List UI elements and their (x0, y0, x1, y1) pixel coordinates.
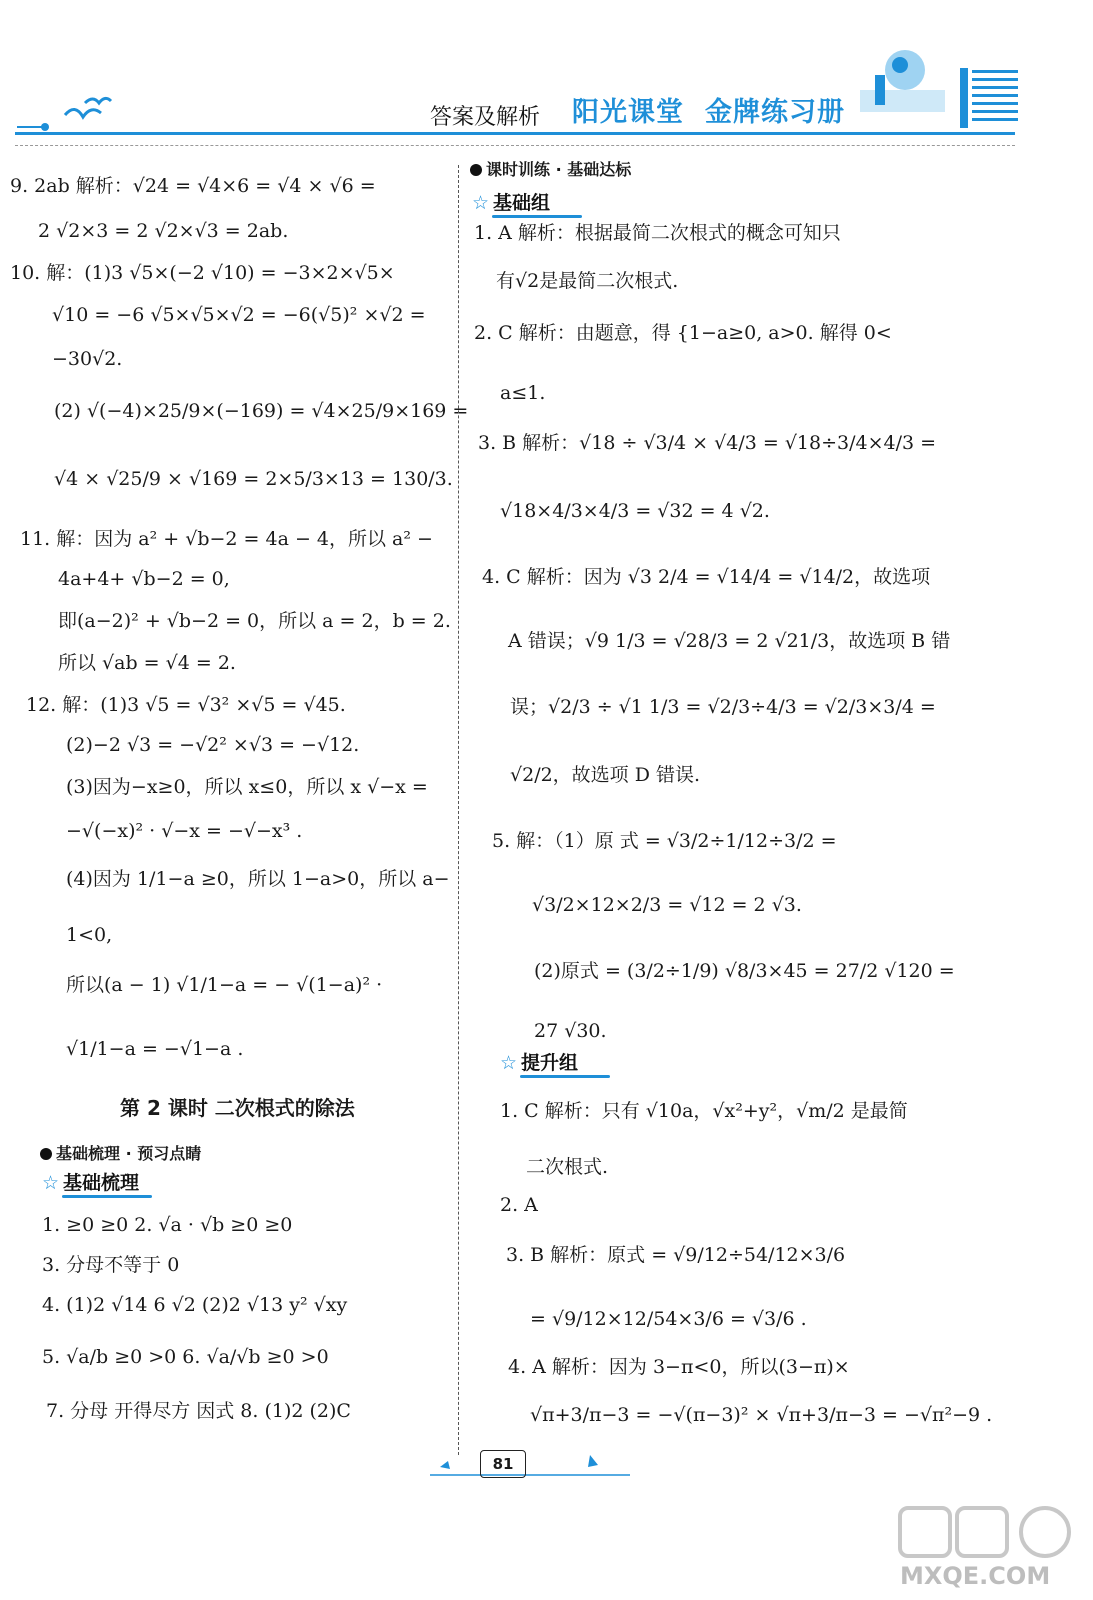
stripe-block-icon (960, 68, 1020, 128)
column-divider (458, 165, 459, 1455)
star-icon: ☆ (472, 192, 490, 214)
answer-line: 27 √30. (534, 1020, 607, 1042)
answer-line: √4 × √25/9 × √169 = 2×5/3×13 = 130/3. (54, 468, 453, 490)
answer-line: −√(−x)² · √−x = −√−x³ . (66, 820, 303, 842)
header-brand-1: 阳光课堂 (572, 97, 684, 128)
bullet-dot-icon (470, 164, 482, 176)
answer-line: 有√2是最简二次根式. (496, 270, 679, 292)
answer-line: 4. (1)2 √14 6 √2 (2)2 √13 y² √xy (42, 1294, 348, 1316)
header-rule (15, 132, 1015, 135)
answer-line: √10 = −6 √5×√5×√2 = −6(√5)² ×√2 = (52, 304, 426, 326)
group-underline (62, 1195, 152, 1198)
answer-line: 3. B 解析：原式 = √9/12÷54/12×3/6 (506, 1244, 846, 1266)
answer-line: 4. C 解析：因为 √3 2/4 = √14/4 = √14/2，故选项 (482, 566, 931, 588)
lesson-title: 第 2 课时 二次根式的除法 (120, 1096, 355, 1120)
answer-line: 2. A (500, 1194, 538, 1216)
answer-line: 3. B 解析：√18 ÷ √3/4 × √4/3 = √18÷3/4×4/3 = (478, 432, 937, 454)
answer-line: 2. C 解析：由题意，得 {1−a≥0, a>0. 解得 0< (474, 322, 892, 344)
answer-line: √3/2×12×2/3 = √12 = 2 √3. (532, 894, 802, 916)
seagull-decoration-icon (15, 95, 135, 155)
group-underline (520, 1075, 610, 1078)
answer-line: 4a+4+ √b−2 = 0, (58, 568, 230, 590)
star-icon: ☆ (42, 1172, 60, 1194)
star-icon: ☆ (500, 1052, 518, 1074)
answer-line: 5. √a/b ≥0 >0 6. √a/√b ≥0 >0 (42, 1346, 329, 1368)
page-number: 81 (480, 1450, 526, 1478)
answer-line: (2) √(−4)×25/9×(−169) = √4×25/9×169 = (54, 400, 469, 422)
answer-line: √2/2，故选项 D 错误. (510, 764, 701, 786)
answer-line: 4. A 解析：因为 3−π<0，所以(3−π)× (508, 1356, 850, 1378)
answer-line: 1<0, (66, 924, 113, 946)
group-title-advanced: ☆ 提升组 (500, 1052, 610, 1078)
bullet-dot-icon (40, 1148, 52, 1160)
answer-line: (2)−2 √3 = −√2² ×√3 = −√12. (66, 734, 360, 756)
header-dashed-rule (15, 145, 1015, 146)
answer-line: 二次根式. (526, 1156, 609, 1178)
section-title-basic: 基础梳理 · 预习点睛 (40, 1144, 201, 1163)
answer-line: √1/1−a = −√1−a . (66, 1038, 244, 1060)
watermark-logo (895, 1500, 1085, 1595)
header-brand-2: 金牌练习册 (705, 97, 845, 128)
answer-line: 11. 解：因为 a² + √b−2 = 4a − 4，所以 a² − (20, 528, 433, 550)
watermark-text: MXQE.COM (900, 1562, 1051, 1590)
answer-line: (2)原式 = (3/2÷1/9) √8/3×45 = 27/2 √120 = (534, 960, 955, 982)
header-title: 答案及解析 (430, 105, 541, 130)
footer-decoration-icon (430, 1445, 630, 1485)
answer-line: 误；√2/3 ÷ √1 1/3 = √2/3÷4/3 = √2/3×3/4 = (510, 696, 936, 718)
answer-line: 5. 解：（1）原 式 = √3/2÷1/12÷3/2 = (492, 830, 837, 852)
group-title-basic-set: ☆ 基础组 (472, 192, 582, 218)
answer-line: 1. ≥0 ≥0 2. √a · √b ≥0 ≥0 (42, 1214, 293, 1236)
answer-line: a≤1. (500, 382, 546, 404)
answer-line: √18×4/3×4/3 = √32 = 4 √2. (500, 500, 770, 522)
answer-line: 3. 分母不等于 0 (42, 1254, 180, 1276)
answer-line: 1. A 解析：根据最简二次根式的概念可知只 (474, 222, 841, 244)
answer-line: √π+3/π−3 = −√(π−3)² × √π+3/π−3 = −√π²−9 . (530, 1404, 993, 1426)
answer-line: 所以(a − 1) √1/1−a = − √(1−a)² · (66, 974, 383, 996)
section-title-training: 课时训练 · 基础达标 (470, 160, 631, 179)
group-title-basic: ☆ 基础梳理 (42, 1172, 152, 1198)
answer-line: 9. 2ab 解析：√24 = √4×6 = √4 × √6 = (10, 175, 376, 197)
answer-line: = √9/12×12/54×3/6 = √3/6 . (530, 1308, 807, 1330)
answer-line: 10. 解：(1)3 √5×(−2 √10) = −3×2×√5× (10, 262, 395, 284)
page-header (0, 0, 1093, 165)
answer-line: A 错误；√9 1/3 = √28/3 = 2 √21/3，故选项 B 错 (508, 630, 951, 652)
answer-line: 所以 √ab = √4 = 2. (58, 652, 236, 674)
answer-line: 7. 分母 开得尽方 因式 8. (1)2 (2)C (46, 1400, 351, 1422)
answer-line: −30√2. (52, 348, 123, 370)
watermark-emblem-icon (895, 1500, 1085, 1560)
group-underline (492, 215, 582, 218)
answer-line: (3)因为−x≥0，所以 x≤0，所以 x √−x = (66, 776, 428, 798)
answer-line: 即(a−2)² + √b−2 = 0，所以 a = 2，b = 2. (58, 610, 451, 632)
answer-line: (4)因为 1/1−a ≥0，所以 1−a>0，所以 a− (66, 868, 450, 890)
answer-line: 2 √2×3 = 2 √2×√3 = 2ab. (38, 220, 289, 242)
answer-line: 1. C 解析：只有 √10a，√x²+y²，√m/2 是最简 (500, 1100, 908, 1122)
answer-line: 12. 解：(1)3 √5 = √3² ×√5 = √45. (26, 694, 346, 716)
decorative-graphic-icon (850, 40, 950, 115)
